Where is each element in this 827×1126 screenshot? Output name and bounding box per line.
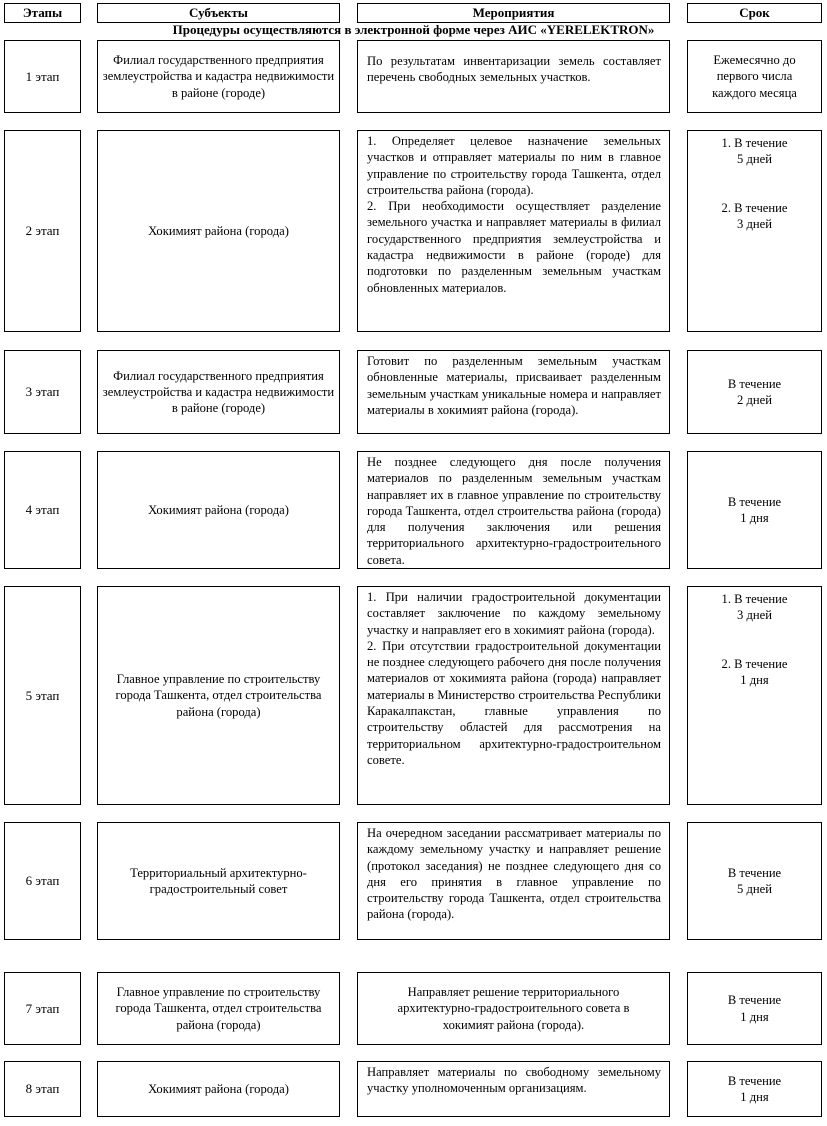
term-line: В течение — [727, 376, 782, 391]
activity-cell — [357, 1061, 670, 1117]
term-line: В течение — [727, 1073, 782, 1088]
term-line: 1 дня — [740, 1009, 769, 1024]
subject-label: Главное управление по строительству города Ташкента, отдел строительства района (города) — [115, 672, 322, 719]
stage-cell — [4, 972, 81, 1045]
term-line: 1 дня — [740, 511, 769, 525]
stage-label: 4 этап — [25, 502, 60, 517]
activity-cell — [357, 40, 670, 113]
term-cell — [687, 1061, 822, 1117]
stage-cell — [4, 350, 81, 434]
stage-label: 2 этап — [25, 223, 60, 238]
term-line: В течение — [727, 993, 782, 1008]
subject-label: Хокимият района (города) — [148, 1081, 289, 1096]
term-line: 1. В течение — [721, 592, 788, 606]
term-line: 2 дней — [737, 393, 772, 407]
term-cell — [687, 40, 822, 113]
term-line: 5 дней — [737, 152, 772, 167]
activity-paragraph: Готовит по разделенным земельным участкам обновленные материалы, присваивает разделенным земельным участкам уникальные номера и направляет материалы в хокимият района (города). — [367, 354, 661, 417]
activity-cell — [357, 972, 670, 1045]
stage-label: 7 этап — [25, 1000, 60, 1016]
stage-cell — [4, 130, 81, 332]
stage-label: 5 этап — [25, 687, 60, 703]
subject-cell — [97, 350, 340, 434]
subject-label: Филиал государственного предприятия землеустройства и кадастра недвижимости в районе (городе) — [102, 53, 335, 100]
term-cell — [687, 972, 822, 1045]
stage-label: 1 этап — [25, 68, 60, 84]
subject-label: Хокимият района (города) — [148, 223, 289, 238]
term-line: 2. В течение — [721, 657, 788, 672]
term-label: Ежемесячно до первого числа каждого месяца — [712, 53, 797, 100]
term-cell — [687, 822, 822, 940]
subject-cell — [97, 451, 340, 569]
activity-paragraph: 1. При наличии градостроительной документации составляет заключение по каждому земельному участку и направляет его в хокимият района (города). — [367, 590, 661, 637]
term-line: 1 дня — [740, 673, 769, 688]
activity-paragraph: По результатам инвентаризации земель составляет перечень свободных земельных участков. — [367, 54, 661, 85]
subject-cell — [97, 586, 340, 805]
header-term-label: Срок — [739, 5, 770, 20]
subject-cell — [97, 822, 340, 940]
header-stages-label: Этапы — [22, 5, 63, 20]
activity-cell — [357, 350, 670, 434]
header-subjects-label: Субъекты — [189, 5, 248, 20]
stage-cell — [4, 586, 81, 805]
term-line: В течение — [727, 865, 782, 880]
term-line: 3 дней — [737, 608, 772, 623]
subtitle: Процедуры осуществляются в электронной форме через АИС «YERELEKTRON» — [172, 22, 655, 37]
activity-paragraph: 1. Определяет целевое назначение земельных участков и отправляет материалы по ним в главное управление по строительству города Ташкента, отдел строительства района (города). — [367, 134, 661, 197]
term-cell — [687, 130, 822, 332]
term-line: 2. В течение — [721, 201, 788, 216]
activity-paragraph: 2. При отсутствии градостроительной документации не позднее следующего рабочего дня после получения материалов от хокимията района (города) направляет материалы в Министерство строительства Республики Каракалпакстан, главные управления по строительству областей для рассмотрения на территориальном архитектурно-градостроительном совете. — [367, 638, 661, 767]
stage-cell — [4, 451, 81, 569]
stage-cell — [4, 40, 81, 113]
activity-paragraph: 2. При необходимости осуществляет разделение земельного участка и направляет материалы в филиал государственного предприятия землеустройства и кадастра недвижимости в районе (городе) для подготовки по разделенным земельным участкам обновленных материалов. — [367, 199, 661, 295]
activity-paragraph: На очередном заседании рассматривает материалы по каждому земельному участку и направляет решение (протокол заседания) не позднее следующего дня со дня его принятия в главное управление по строительству города Ташкента, отдел строительства района (города). — [367, 826, 661, 922]
subject-label: Территориальный архитектурно-градостроительный совет — [130, 865, 307, 896]
header-activities — [357, 3, 670, 23]
stage-label: 6 этап — [25, 873, 60, 888]
subject-label: Главное управление по строительству города Ташкента, отдел строительства района (города) — [115, 985, 322, 1032]
subject-label: Филиал государственного предприятия землеустройства и кадастра недвижимости в районе (городе) — [102, 368, 335, 416]
subject-label: Хокимият района (города) — [148, 502, 289, 517]
term-line: В течение — [727, 494, 782, 509]
header-activities-label: Мероприятия — [472, 5, 555, 20]
activity-cell — [357, 586, 670, 805]
header-subjects — [97, 3, 340, 23]
activity-cell — [357, 822, 670, 940]
activity-paragraph: Не позднее следующего дня после получения материалов по разделенным земельным участкам направляет их в главное управление по строительству города Ташкента, отдел строительства района (города) для получения заключения или решения территориального архитектурно-градостроительного совета. — [367, 455, 661, 567]
term-cell — [687, 350, 822, 434]
subject-cell — [97, 972, 340, 1045]
subject-cell — [97, 1061, 340, 1117]
header-stages — [4, 3, 81, 23]
subject-cell — [97, 130, 340, 332]
stage-cell — [4, 1061, 81, 1117]
term-cell — [687, 451, 822, 569]
term-line: 5 дней — [737, 882, 772, 896]
subject-cell — [97, 40, 340, 113]
activity-paragraph: Направляет решение территориального архитектурно-градостроительного совета в хокимият района (города). — [397, 985, 630, 1032]
activity-cell — [357, 451, 670, 569]
stage-label: 3 этап — [25, 384, 60, 399]
activity-cell — [357, 130, 670, 332]
stage-cell — [4, 822, 81, 940]
term-line: 1 дня — [740, 1090, 769, 1104]
activity-paragraph: Направляет материалы по свободному земельному участку уполномоченным организациям. — [367, 1065, 661, 1096]
stage-label: 8 этап — [25, 1081, 60, 1096]
term-cell — [687, 586, 822, 805]
header-term — [687, 3, 822, 23]
term-line: 1. В течение — [721, 136, 788, 150]
term-line: 3 дней — [737, 217, 772, 232]
